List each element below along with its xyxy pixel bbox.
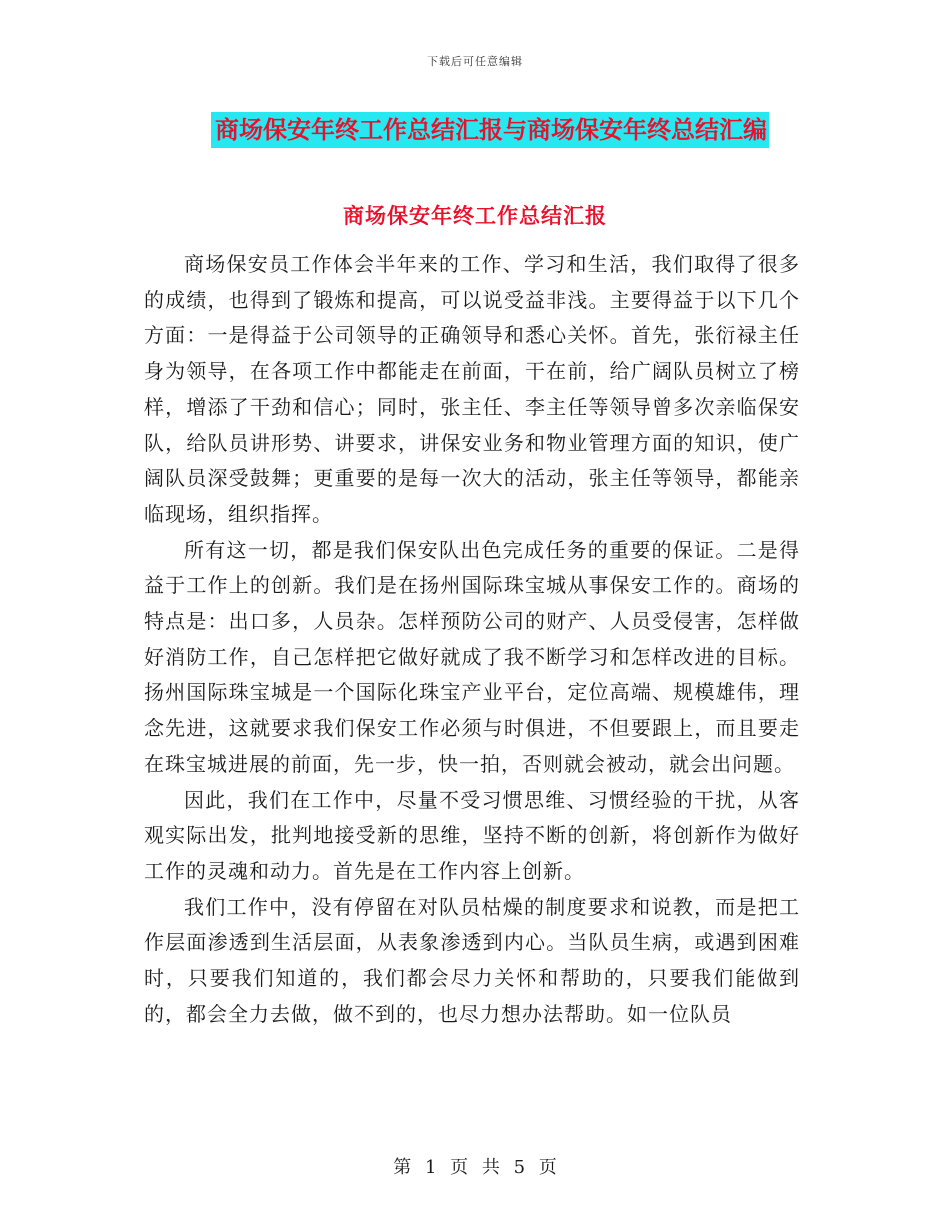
section-title: 商场保安年终工作总结汇报 xyxy=(343,204,607,228)
paragraph-1: 商场保安员工作体会半年来的工作、学习和生活，我们取得了很多的成绩，也得到了锻炼和提高，可以说受益非浅。主要得益于以下几个方面：一是得益于公司领导的正确领导和悉心关怀。首先，张衍禄主任身为领导，在各项工作中都能走在前面，干在前，给广阔队员树立了榜样，增添了干劲和信心；同时，张主任、李主任等领导曾多次亲临保安队，给队员讲形势、讲要求，讲保安业务和物业管理方面的知识，使广阔队员深受鼓舞；更重要的是每一次大的活动，张主任等领导，都能亲临现场，组织指挥。 xyxy=(144,252,800,526)
document-title-container xyxy=(0,112,950,148)
document-title: 商场保安年终工作总结汇报与商场保安年终总结汇编 xyxy=(211,112,769,148)
body-text xyxy=(144,247,800,1032)
page-header-note: 下载后可任意编辑 xyxy=(427,55,523,68)
paragraph-3: 因此，我们在工作中，尽量不受习惯思维、习惯经验的干扰，从客观实际出发，批判地接受新的思维，坚持不断的创新，将创新作为做好工作的灵魂和动力。首先是在工作内容上创新。 xyxy=(144,787,800,883)
paragraph-2: 所有这一切，都是我们保安队出色完成任务的重要的保证。二是得益于工作上的创新。我们是在扬州国际珠宝城从事保安工作的。商场的特点是：出口多，人员杂。怎样预防公司的财产、人员受侵害，怎样做好消防工作，自己怎样把它做好就成了我不断学习和怎样改进的目标。扬州国际珠宝城是一个国际化珠宝产业平台，定位高端、规模雄伟，理念先进，这就要求我们保安工作必须与时俱进，不但要跟上，而且要走在珠宝城进展的前面，先一步，快一拍，否则就会被动，就会出问题。 xyxy=(144,537,800,776)
page-number-footer: 第 1 页 共 5 页 xyxy=(393,1157,557,1178)
paragraph-4: 我们工作中，没有停留在对队员枯燥的制度要求和说教，而是把工作层面渗透到生活层面，从表象渗透到内心。当队员生病，或遇到困难时，只要我们知道的，我们都会尽力关怀和帮助的，只要我们能做到的，都会全力去做，做不到的，也尽力想办法帮助。如一位队员 xyxy=(144,894,800,1026)
